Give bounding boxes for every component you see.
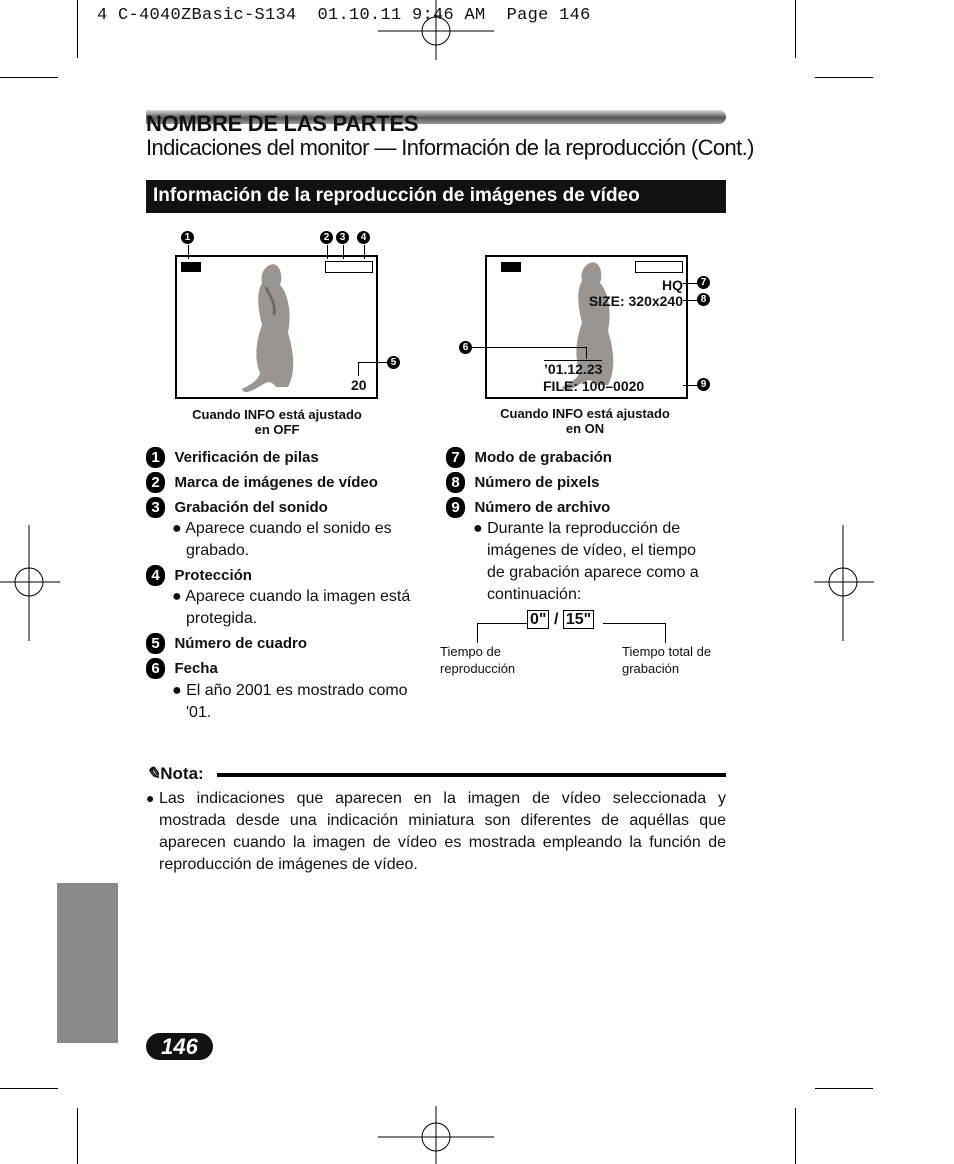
section-header xyxy=(146,180,726,213)
monitor-screen-off xyxy=(175,255,378,399)
caption-info-off xyxy=(172,407,382,437)
label-line: reproducción xyxy=(440,661,516,676)
leader-line xyxy=(327,245,328,259)
marker-9: 9 xyxy=(697,378,710,391)
item-number: 8 xyxy=(446,472,465,493)
marker-1: 1 xyxy=(181,231,194,244)
item-label: Número de cuadro xyxy=(174,635,307,652)
item-number: 3 xyxy=(146,497,165,518)
marker-3: 3 xyxy=(336,231,349,244)
item-4 xyxy=(146,565,252,586)
item-label: Fecha xyxy=(174,660,218,677)
item-3-bullet xyxy=(172,518,392,562)
time-display xyxy=(527,611,594,629)
item-3 xyxy=(146,497,328,518)
bullet-line: ● Aparece cuando la imagen está xyxy=(172,588,411,605)
bullet-text: imágenes de vídeo, el tiempo xyxy=(487,542,697,559)
item-6 xyxy=(146,658,218,679)
cat-image xyxy=(232,263,312,395)
crop-mark xyxy=(77,0,78,58)
total-time: 15" xyxy=(563,610,594,629)
item-7 xyxy=(446,447,612,468)
item-label: Modo de grabación xyxy=(474,449,612,466)
item-label: Verificación de pilas xyxy=(174,449,319,466)
note-heading xyxy=(146,764,204,784)
leader-line xyxy=(683,300,697,301)
item-number: 5 xyxy=(146,633,165,654)
bullet-text: continuación: xyxy=(487,586,582,603)
bullet-line: ● Durante la reproducción de xyxy=(473,520,681,537)
elapsed-label xyxy=(440,643,515,677)
item-number: 4 xyxy=(146,565,165,586)
note-bullet-icon: ● xyxy=(146,790,155,806)
crop-mark xyxy=(0,1088,58,1089)
item-number: 7 xyxy=(446,447,465,468)
item-number: 9 xyxy=(446,497,465,518)
registration-mark-left xyxy=(0,525,60,641)
caption-line: Cuando INFO está ajustado xyxy=(500,406,670,421)
movie-sound-protect-icons xyxy=(325,261,373,273)
marker-7: 7 xyxy=(697,276,710,289)
item-label: Marca de imágenes de vídeo xyxy=(174,474,378,491)
item-8 xyxy=(446,472,600,493)
leader-line xyxy=(683,385,697,386)
battery-icon xyxy=(181,262,201,272)
bullet-text: Durante la reproducción de xyxy=(487,520,681,537)
item-1 xyxy=(146,447,319,468)
leader-line xyxy=(477,623,527,624)
bullet-text: Aparece cuando el sonido es xyxy=(185,520,392,537)
caption-line: Cuando INFO está ajustado xyxy=(192,407,362,422)
caption-line: en ON xyxy=(565,421,605,436)
bullet-line: ● Aparece cuando el sonido es xyxy=(172,520,392,537)
monitor-screen-on xyxy=(485,255,688,399)
record-date: ’01.12.23 xyxy=(544,361,603,377)
item-9-bullet xyxy=(473,518,699,606)
note-line: Las indicaciones que aparecen en la imagen de vídeo seleccionada y xyxy=(159,790,726,807)
leader-line xyxy=(188,245,189,259)
item-5 xyxy=(146,633,307,654)
leader-line xyxy=(472,347,586,348)
caption-line: en OFF xyxy=(254,422,300,437)
registration-mark-right xyxy=(814,525,874,641)
leader-line xyxy=(358,362,359,376)
leader-line xyxy=(343,245,344,259)
note-line: reproducción de imágenes de vídeo. xyxy=(159,856,418,873)
item-label: Protección xyxy=(174,567,252,584)
note-line: aparecen cuando la imagen de vídeo es mostrada empleando la función de xyxy=(159,834,726,851)
label-line: Tiempo de xyxy=(440,644,501,659)
bullet-text: grabado. xyxy=(186,542,250,559)
bullet-text: El año 2001 es mostrado como xyxy=(186,682,408,699)
print-header: 4 C-4040ZBasic-S134 01.10.11 9:46 AM Page 146 xyxy=(97,6,591,25)
leader-line xyxy=(477,623,478,643)
item-9 xyxy=(446,497,610,518)
time-separator: / xyxy=(553,611,559,628)
marker-5: 5 xyxy=(387,356,400,369)
registration-mark-top xyxy=(378,0,494,60)
leader-line xyxy=(665,623,666,643)
crop-mark xyxy=(77,1108,78,1164)
item-label: Grabación del sonido xyxy=(174,499,328,516)
item-6-bullet xyxy=(172,680,408,724)
section-title: Información de la reproducción de imágenes de vídeo xyxy=(153,185,640,206)
caption-info-on xyxy=(480,406,690,436)
leader-line xyxy=(683,283,697,284)
crop-mark xyxy=(815,1088,873,1089)
elapsed-time: 0" xyxy=(527,610,549,629)
crop-mark xyxy=(0,77,58,78)
registration-mark-bottom xyxy=(378,1106,494,1164)
note-body xyxy=(159,788,726,876)
leader-line xyxy=(586,347,587,359)
page-title: NOMBRE DE LAS PARTES xyxy=(146,111,419,136)
crop-mark xyxy=(795,0,796,58)
page-subtitle: Indicaciones del monitor — Información de la reproducción (Cont.) xyxy=(146,135,754,160)
leader-line xyxy=(358,362,387,363)
bullet-line: ● El año 2001 es mostrado como xyxy=(172,682,408,699)
item-2 xyxy=(146,472,378,493)
crop-mark xyxy=(815,77,873,78)
section-tab xyxy=(57,883,118,1043)
item-4-bullet xyxy=(172,586,410,630)
note-heading-text: Nota: xyxy=(160,764,204,783)
label-line: grabación xyxy=(622,661,680,676)
item-number: 2 xyxy=(146,472,165,493)
note-line: mostrada desde una indicación miniatura son diferentes de aquéllas que xyxy=(159,812,726,829)
frame-number: 20 xyxy=(351,377,367,393)
leader-line xyxy=(603,623,665,624)
total-label xyxy=(622,643,711,677)
bullet-text: protegida. xyxy=(186,610,258,627)
file-number: FILE: 100–0020 xyxy=(543,378,645,394)
crop-mark xyxy=(795,1108,796,1164)
page-number: 146 xyxy=(146,1033,213,1060)
item-number: 1 xyxy=(146,447,165,468)
bullet-text: Aparece cuando la imagen está xyxy=(185,588,411,605)
item-number: 6 xyxy=(146,658,165,679)
bullet-text: de grabación aparece como a xyxy=(487,564,699,581)
item-label: Número de pixels xyxy=(474,474,600,491)
marker-6: 6 xyxy=(459,341,472,354)
item-label: Número de archivo xyxy=(474,499,611,516)
marker-8: 8 xyxy=(697,293,710,306)
bullet-text: '01. xyxy=(186,704,212,721)
movie-sound-protect-icons xyxy=(635,261,683,273)
marker-4: 4 xyxy=(357,231,370,244)
note-rule xyxy=(217,773,726,777)
label-line: Tiempo total de xyxy=(622,644,712,659)
pencil-icon: ✎ xyxy=(146,764,161,783)
leader-line xyxy=(364,245,365,259)
battery-icon xyxy=(501,262,521,272)
image-size: SIZE: 320x240 xyxy=(588,293,683,309)
quality-mode: HQ xyxy=(662,277,683,293)
marker-2: 2 xyxy=(320,231,333,244)
